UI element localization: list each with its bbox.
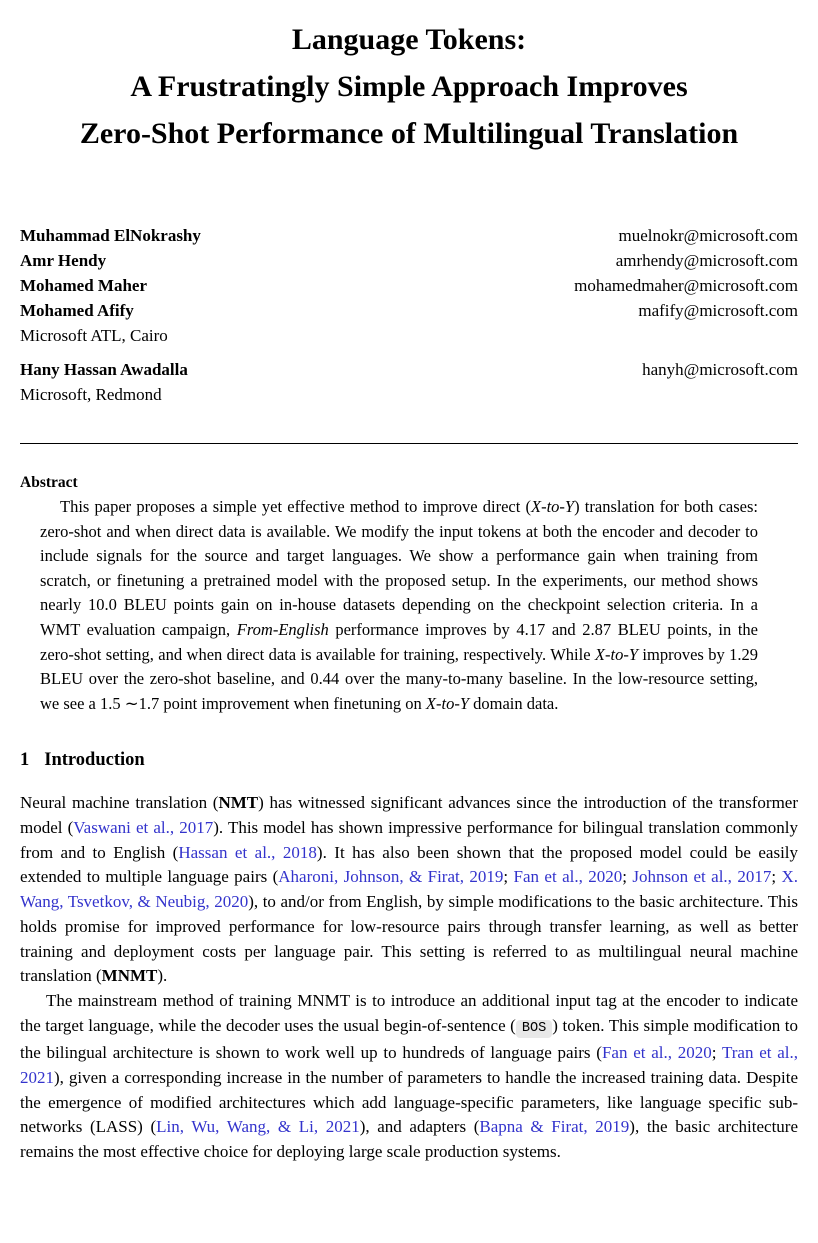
author-row [20, 273, 798, 298]
citation-link[interactable]: X. Wang, Tsvetkov, & Neubig, 2020 [20, 867, 798, 912]
citation-link[interactable]: Hassan et al., 2018 [178, 842, 317, 862]
citation-link[interactable]: Aharoni, Johnson, & Firat, 2019 [278, 867, 504, 887]
emphasis-text: NMT [218, 793, 259, 813]
citation-link[interactable]: Tran et al., 2021 [20, 1043, 799, 1088]
abstract-heading: Abstract [20, 474, 78, 491]
citation-link[interactable]: Vaswani et al., 2017 [73, 818, 214, 838]
inline-code-token: BOS [516, 1020, 552, 1038]
emphasis-text: X-to-Y [531, 497, 575, 516]
citation-link[interactable]: Lin, Wu, Wang, & Li, 2021 [156, 1117, 360, 1137]
emphasis-text: MNMT [101, 966, 158, 986]
title-line: A Frustratingly Simple Approach Improves [130, 70, 688, 103]
section-number: 1 [20, 750, 30, 771]
author-email: mohamedmaher@microsoft.com [574, 276, 798, 295]
abstract-text: This paper proposes a simple yet effective method to improve direct (X-to-Y) translation for both cases: zero-shot and when direct data is available. We modify the input tokens at both the encoder and decoder to include signals for the source and target languages. We show a performance gain when training from scratch, or finetuning a pretrained model with the proposed setup. In the experiments, our method shows nearly 10.0 BLEU points gain on in-house datasets depending on the checkpoint selection criteria. In a WMT evaluation campaign, From-English performance improves by 4.17 and 2.87 BLEU points, in the zero-shot setting, and when direct data is available for training, respectively. While X-to-Y improves by 1.29 BLEU over the zero-shot baseline, and 0.44 over the many-to-many baseline. In the low-resource setting, we see a 1.5 ∼1.7 point improvement when finetuning on X-to-Y domain data. [40, 497, 758, 713]
author-email: hanyh@microsoft.com [642, 360, 798, 379]
section-heading [20, 750, 798, 771]
emphasis-text: X-to-Y [425, 693, 470, 713]
title-line: Language Tokens: [291, 23, 527, 56]
paper-title [20, 16, 798, 157]
author-row [20, 298, 798, 323]
author-row [20, 248, 798, 273]
title-line: Zero-Shot Performance of Multilingual Translation [79, 117, 739, 150]
author-name: Hany Hassan Awadalla [20, 360, 188, 379]
author-email: mafify@microsoft.com [638, 301, 798, 320]
author-row [20, 357, 798, 382]
citation-link[interactable]: Johnson et al., 2017 [632, 867, 772, 887]
intro-paragraph-2: The mainstream method of training MNMT is to introduce an additional input tag at the encoder to indicate the target language, while the decoder uses the usual begin-of-sentence ( BOS ) token. This simple modification to the bilingual architecture is shown to work well up to hundreds of language pairs (Fan et al., 2020; Tran et al., 2021), given a corresponding increase in the number of parameters to handle the increased training data. Despite the emergence of modified architectures which add language-specific parameters, like language specific sub-networks (LASS) (Lin, Wu, Wang, & Li, 2021), and adapters (Bapna & Firat, 2019), the basic architecture remains the most effective choice for deploying large scale production systems. [20, 990, 799, 1162]
affiliation: Microsoft ATL, Cairo [20, 326, 168, 345]
section-title: Introduction [44, 750, 145, 771]
citation-link[interactable]: Fan et al., 2020 [601, 1043, 712, 1063]
author-name: Amr Hendy [20, 251, 107, 270]
author-email: muelnokr@microsoft.com [618, 226, 798, 245]
emphasis-text: From-English [236, 619, 329, 639]
citation-link[interactable]: Bapna & Firat, 2019 [479, 1117, 630, 1137]
author-name: Muhammad ElNokrashy [20, 226, 201, 245]
divider [20, 443, 798, 444]
abstract-section [20, 474, 798, 716]
author-block [20, 223, 798, 407]
author-row [20, 223, 798, 248]
emphasis-text: X-to-Y [594, 644, 639, 664]
author-name: Mohamed Maher [20, 276, 148, 295]
affiliation: Microsoft, Redmond [20, 385, 162, 404]
citation-link[interactable]: Fan et al., 2020 [513, 867, 623, 887]
intro-paragraph-1: Neural machine translation (NMT) has witnessed significant advances since the introduction of the transformer model (Vaswani et al., 2017). This model has shown impressive performance for bilingual translation commonly from and to English (Hassan et al., 2018). It has also been shown that the proposed model could be easily extended to multiple language pairs (Aharoni, Johnson, & Firat, 2019; Fan et al., 2020; Johnson et al., 2017; X. Wang, Tsvetkov, & Neubig, 2020), to and/or from English, by simple modifications to the basic architecture. This holds promise for improved performance for low-resource pairs through transfer learning, as well as better training and deployment costs per language pair. This setting is referred to as multilingual neural machine translation (MNMT). [20, 793, 799, 986]
author-email: amrhendy@microsoft.com [615, 251, 798, 270]
author-name: Mohamed Afify [20, 301, 134, 320]
